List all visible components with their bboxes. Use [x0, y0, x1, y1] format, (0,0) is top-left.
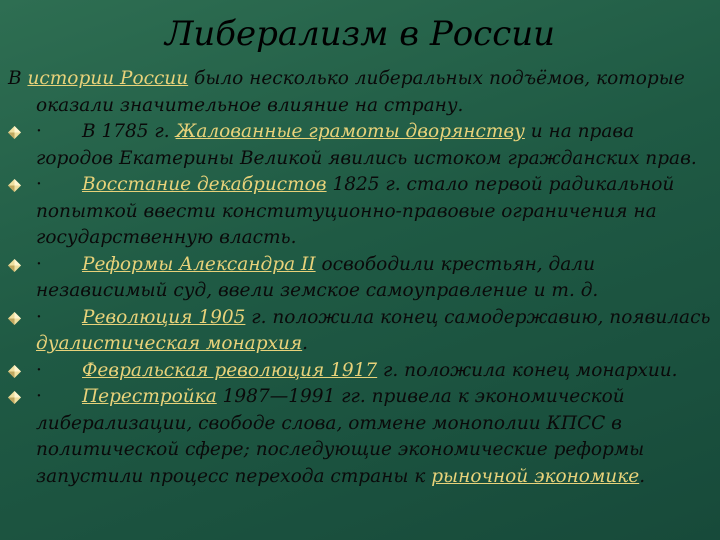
link-february-revolution[interactable]: Февральская революция 1917 [82, 359, 378, 381]
link-perestroika[interactable]: Перестройка [82, 386, 217, 407]
diamond-bullet-icon [8, 259, 21, 272]
item-text: . [639, 465, 646, 487]
item-marker: · [36, 174, 42, 195]
item-text: В 1785 г. [82, 121, 176, 142]
link-dualistic-monarchy[interactable]: дуалистическая монархия [36, 333, 303, 354]
link-revolution-1905[interactable]: Революция 1905 [82, 306, 246, 328]
item-text: 1987—1991 гг. привела к экономической либерализации, свободе слова, отмене монополии КПСС в политической сфере; последующие экономические реформы запустили процесс перехода страны к [36, 386, 645, 487]
list-item [8, 358, 714, 385]
intro-text-end: было несколько либеральных подъёмов, которые оказали значительное влияние на страну. [36, 68, 685, 116]
list-item [8, 252, 714, 305]
diamond-bullet-icon [8, 391, 21, 404]
diamond-bullet-icon [8, 126, 21, 139]
link-decembrists[interactable]: Восстание декабристов [82, 174, 327, 195]
link-reforms-alexander[interactable]: Реформы Александра II [82, 253, 316, 275]
item-marker: · [36, 253, 42, 275]
item-text: г. положила конец монархии. [377, 359, 678, 381]
intro-paragraph [8, 66, 714, 119]
intro-text: В [8, 68, 28, 89]
list-item [8, 305, 714, 358]
item-text: и на права городов Екатерины Великой явились истоком гражданских прав. [36, 121, 697, 169]
slide-content [8, 66, 714, 490]
item-text: освободили крестьян, дали независимый суд, ввели земское самоуправление и т. д. [36, 253, 599, 301]
item-text: г. положила конец самодержавию, появилась [245, 306, 711, 328]
link-market-economy[interactable]: рыночной экономике [431, 465, 640, 487]
list-item [8, 384, 714, 490]
list-item [8, 119, 714, 172]
item-text: . [302, 333, 309, 354]
list-item [8, 172, 714, 252]
link-history-russia[interactable]: истории России [27, 68, 189, 89]
item-marker: · [36, 359, 42, 381]
item-text: 1825 г. стало первой радикальной попыткой ввести конституционно-правовые ограничения на государственную власть. [36, 174, 675, 248]
diamond-bullet-icon [8, 365, 21, 378]
diamond-bullet-icon [8, 312, 21, 325]
item-marker: · [36, 306, 42, 328]
item-marker: · [36, 121, 42, 142]
item-marker: · [36, 386, 42, 407]
slide-title: Либерализм в России [164, 14, 556, 54]
link-charters[interactable]: Жалованные грамоты дворянству [175, 121, 525, 142]
diamond-bullet-icon [8, 179, 21, 192]
